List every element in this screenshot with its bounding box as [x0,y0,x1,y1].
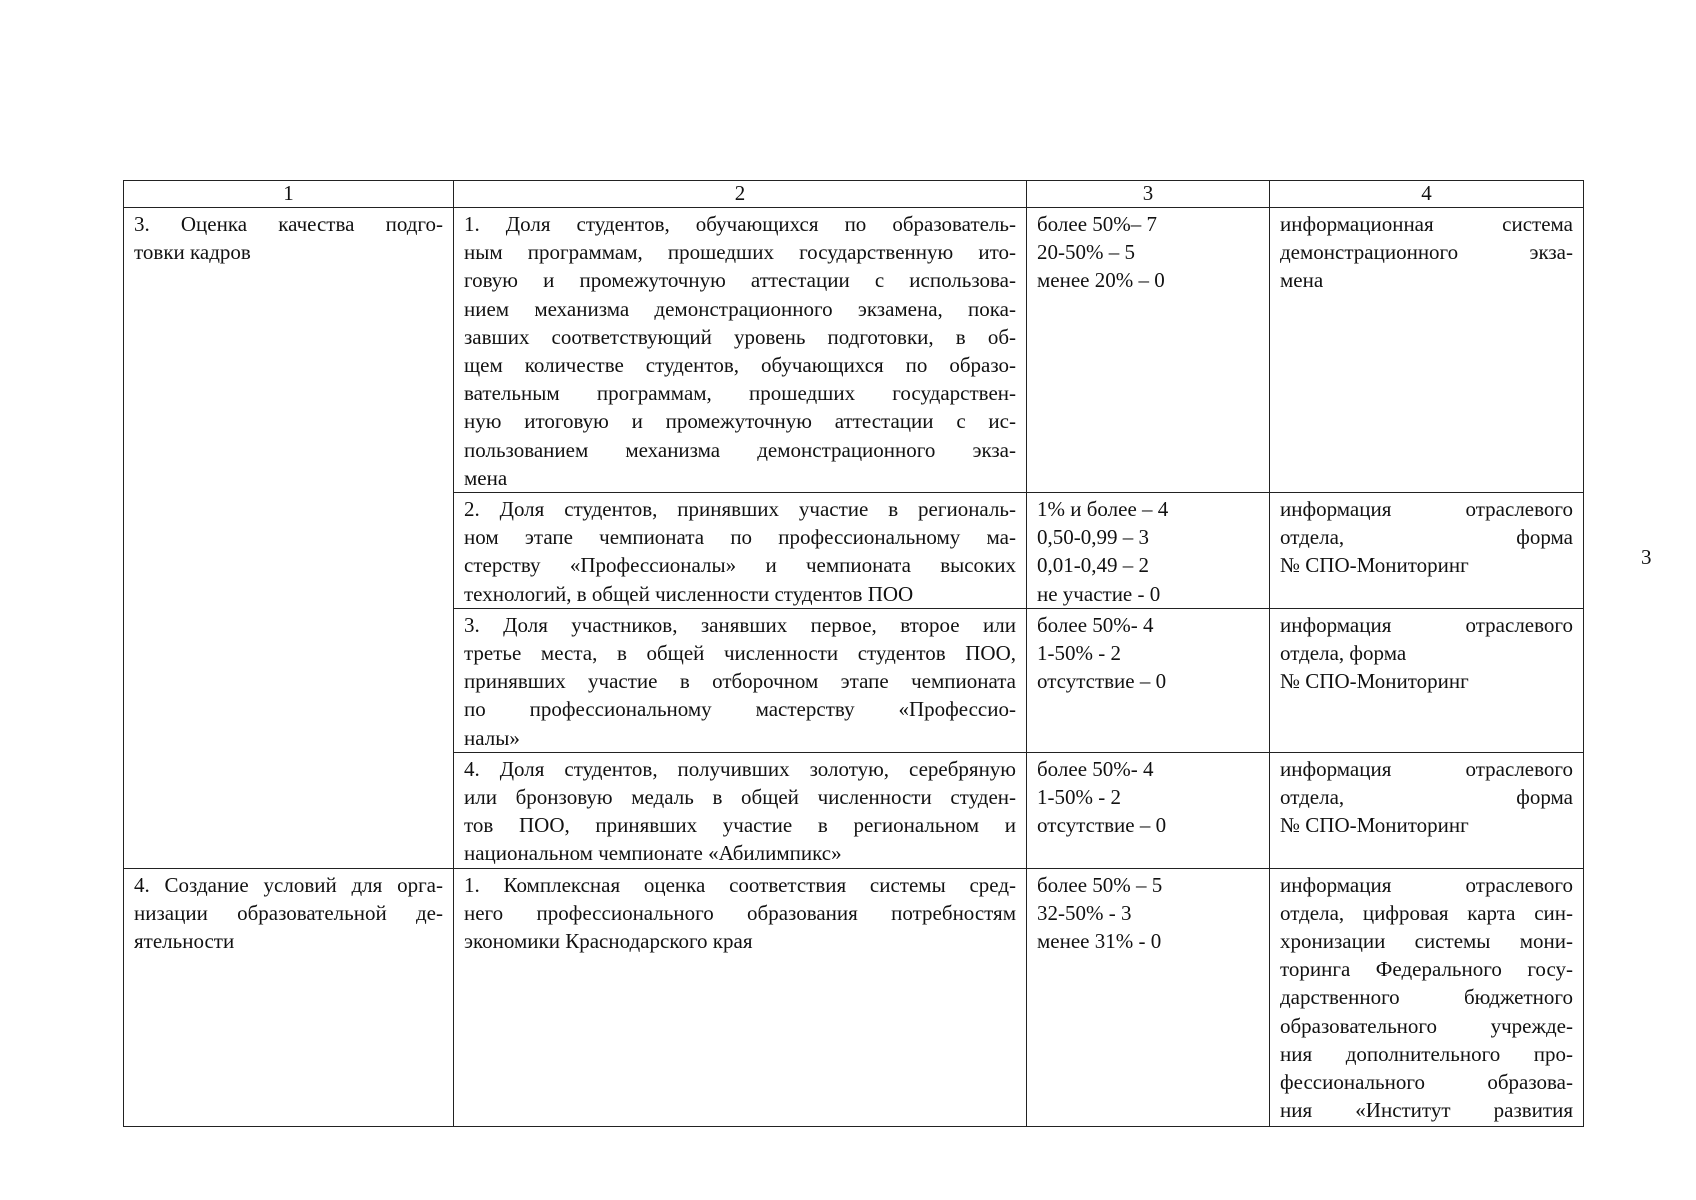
source-line: отдела, форма [1280,641,1407,666]
source-line: торинга Федерального госу- [1280,957,1573,982]
score-line: 1% и более – 4 [1037,497,1169,522]
text-line: 1. Доля студентов, обучающихся по образователь- [464,212,1016,236]
source-line: фессионального образова- [1280,1070,1573,1095]
text-line: щем количестве студентов, обучающихся по образо- [464,353,1016,378]
indicator-cell [454,208,1027,493]
source-line: ния дополнительного про- [1280,1041,1573,1066]
text-line: нием механизма демонстрационного экзамена, пока- [464,296,1016,321]
text-line: ном этапе чемпионата по профессиональному ма- [464,525,1016,550]
source-line: информация отраслевого [1280,612,1573,637]
text-line: принявших участие в отборочном этапе чемпионата [464,669,1016,694]
criteria-table [123,180,1584,1127]
section-4-title-line: ятельности [134,929,235,954]
source-line: № СПО-Мониторинг [1280,669,1469,694]
source-line: информация отраслевого [1280,872,1573,897]
source-cell [1270,608,1584,752]
source-line: отдела, цифровая карта син- [1280,900,1573,925]
text-line: ную итоговую и промежуточную аттестации с ис- [464,409,1016,434]
indicator-cell [454,493,1027,609]
text-line: третье места, в общей численности студентов ПОО, [464,641,1016,666]
score-line: более 50%– 7 [1037,212,1158,236]
text-line: мена [464,465,508,490]
text-line: или бронзовую медаль в общей численности студен- [464,785,1016,810]
page-number: 3 [1641,545,1652,569]
score-line: менее 31% - 0 [1037,929,1162,954]
indicator-cell [454,608,1027,752]
text-line: 1. Комплексная оценка соответствия системы сред- [464,872,1016,897]
source-line: отдела, форма [1280,525,1573,550]
source-line: мена [1280,268,1324,293]
text-line: вательным программам, прошедших государствен- [464,381,1016,406]
score-line: 0,01-0,49 – 2 [1037,553,1149,578]
score-line: менее 20% – 0 [1037,268,1165,293]
header-col-1: 1 [124,181,454,208]
text-line: говую и промежуточную аттестации с использова- [464,268,1016,293]
source-line: № СПО-Мониторинг [1280,813,1469,838]
source-line: образовательного учрежде- [1280,1013,1573,1038]
header-col-2: 2 [454,181,1027,208]
score-line: более 50%- 4 [1037,756,1154,781]
scores-cell [1027,868,1270,1126]
score-line: не участие - 0 [1037,581,1161,606]
source-line: информация отраслевого [1280,497,1573,522]
scores-cell [1027,493,1270,609]
text-line: по профессиональному мастерству «Профессио- [464,697,1016,722]
scores-cell [1027,752,1270,868]
text-line: экономики Краснодарского края [464,929,753,954]
score-line: 32-50% - 3 [1037,900,1132,925]
header-col-3: 3 [1027,181,1270,208]
source-line: информация отраслевого [1280,756,1573,781]
source-cell [1270,493,1584,609]
indicator-cell [454,752,1027,868]
section-3-title-line: 3. Оценка качества подго- [134,212,443,236]
text-line: 2. Доля студентов, принявших участие в региональ- [464,497,1016,522]
source-line: демонстрационного экза- [1280,240,1573,265]
score-line: 1-50% - 2 [1037,785,1121,810]
source-line: дарственного бюджетного [1280,985,1573,1010]
source-line: № СПО-Мониторинг [1280,553,1469,578]
source-line: хронизации системы мони- [1280,929,1573,954]
text-line: национальном чемпионате «Абилимпикс» [464,841,842,866]
score-line: 0,50-0,99 – 3 [1037,525,1149,550]
text-line: 4. Доля студентов, получивших золотую, серебряную [464,756,1016,781]
section-4-title [124,868,454,1126]
source-cell [1270,208,1584,493]
source-line: отдела, форма [1280,785,1573,810]
scores-cell [1027,608,1270,752]
header-col-4: 4 [1270,181,1584,208]
source-cell [1270,868,1584,1126]
text-line: налы» [464,725,520,750]
score-line: более 50%- 4 [1037,612,1154,637]
section-4-title-line: низации образовательной де- [134,900,443,925]
scores-cell [1027,208,1270,493]
section-3-title-line: товки кадров [134,240,251,265]
score-line: 20-50% – 5 [1037,240,1135,265]
text-line: него профессионального образования потребностям [464,900,1016,925]
text-line: тов ПОО, принявших участие в региональном и [464,813,1016,838]
table-row [124,208,1584,493]
text-line: ным программам, прошедших государственную ито- [464,240,1016,265]
text-line: пользованием механизма демонстрационного экза- [464,437,1016,462]
header-row [124,181,1584,208]
source-line: ния «Институт развития [1280,1098,1573,1123]
text-line: 3. Доля участников, занявших первое, второе или [464,612,1016,637]
text-line: стерству «Профессионалы» и чемпионата высоких [464,553,1016,578]
table-row [124,868,1584,1126]
score-line: 1-50% - 2 [1037,641,1121,666]
indicator-cell [454,868,1027,1126]
source-line: информационная система [1280,212,1573,236]
score-line: отсутствие – 0 [1037,669,1167,694]
text-line: технологий, в общей численности студентов ПОО [464,581,914,606]
source-cell [1270,752,1584,868]
text-line: завших соответствующий уровень подготовки, в об- [464,324,1016,349]
score-line: более 50% – 5 [1037,872,1163,897]
score-line: отсутствие – 0 [1037,813,1167,838]
section-3-title [124,208,454,869]
section-4-title-line: 4. Создание условий для орга- [134,872,443,897]
